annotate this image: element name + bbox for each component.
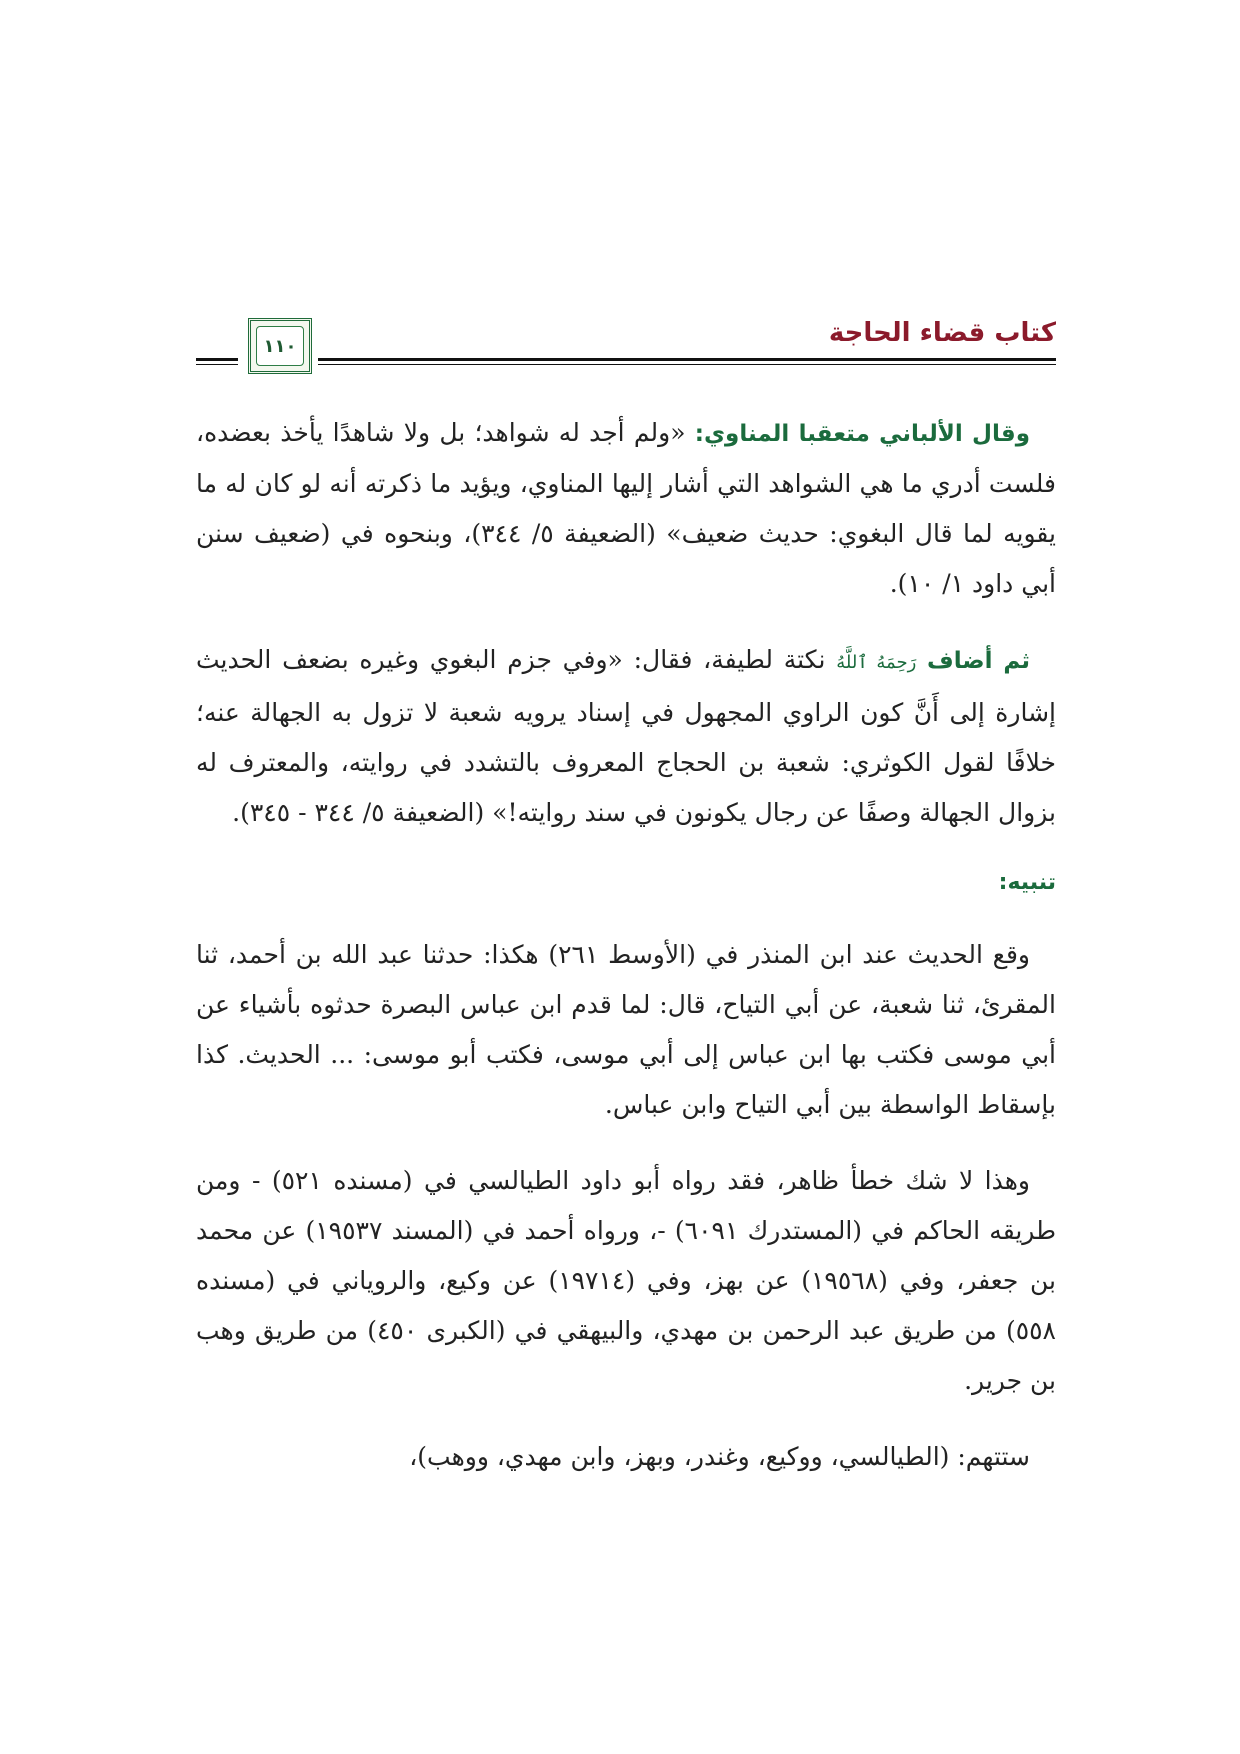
paragraph-1	[196, 408, 1056, 609]
page-body	[196, 408, 1056, 1508]
section-heading: تنبيه:	[998, 870, 1056, 895]
page-header	[196, 318, 1056, 393]
paragraph-2	[196, 635, 1056, 838]
paragraph-1-lead: وقال الألباني متعقبا المناوي:	[694, 421, 1030, 447]
page-number-badge	[248, 318, 312, 374]
header-rule-left	[196, 358, 238, 365]
paragraph-5: ستتهم: (الطيالسي، ووكيع، وغندر، وبهز، وابن مهدي، ووهب)،	[409, 1442, 1030, 1471]
honorific-glyph: رَحِمَهُ ٱللَّهُ	[836, 652, 917, 673]
paragraph-2-text: نكتة لطيفة، فقال: «وفي جزم البغوي وغيره بضعف الحديث إشارة إلى أَنَّ كون الراوي المجهول في إسناد يرويه شعبة لا تزول به الجهالة عنه؛ خلافًا لقول الكوثري: شعبة بن الحجاج المعروف بالتشدد في روايته، والمعترف له بزوال الجهالة وصفًا عن رجال يكونون في سند روايته!» (الضعيفة ٥/ ٣٤٤ - ٣٤٥).	[196, 645, 1056, 827]
paragraph-3: وقع الحديث عند ابن المنذر في (الأوسط ٢٦١) هكذا: حدثنا عبد الله بن أحمد، ثنا المقرئ، ثنا شعبة، عن أبي التياح، قال: لما قدم ابن عباس البصرة حدثوه بأشياء عن أبي موسى فكتب بها ابن عباس إلى أبي موسى، فكتب أبو موسى: ... الحديث. كذا بإسقاط الواسطة بين أبي التياح وابن عباس.	[196, 940, 1056, 1119]
header-rule	[318, 358, 1056, 365]
paragraph-4: وهذا لا شك خطأ ظاهر، فقد رواه أبو داود الطيالسي في (مسنده ٥٢١) - ومن طريقه الحاكم في (المستدرك ٦٠٩١) -، ورواه أحمد في (المسند ١٩٥٣٧) عن محمد بن جعفر، وفي (١٩٥٦٨) عن بهز، وفي (١٩٧١٤) عن وكيع، والروياني في (مسنده ٥٥٨) من طريق عبد الرحمن بن مهدي، والبيهقي في (الكبرى ٤٥٠) من طريق وهب بن جرير.	[196, 1166, 1057, 1395]
page-number: ١١٠	[256, 326, 304, 366]
paragraph-2-lead: ثم أضاف	[927, 648, 1030, 674]
book-title: كتاب قضاء الحاجة	[828, 318, 1056, 348]
paragraph-1-text: «ولم أجد له شواهد؛ بل ولا شاهدًا يأخذ بعضده، فلست أدري ما هي الشواهد التي أشار إليها المناوي، ويؤيد ما ذكرته أنه لو كان له ما يقويه لما قال البغوي: حديث ضعيف» (الضعيفة ٥/ ٣٤٤)، وبنحوه في (ضعيف سنن أبي داود ١/ ١٠).	[196, 418, 1056, 598]
